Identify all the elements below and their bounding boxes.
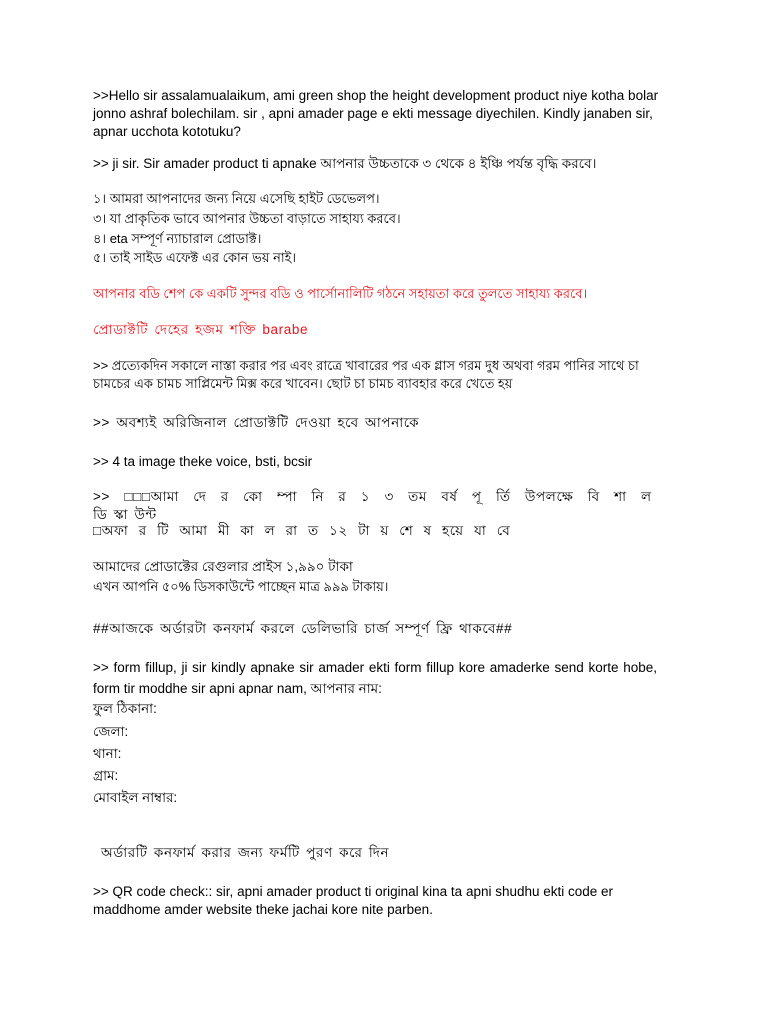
list-item: ৫। তাই সাইড এফেক্ট এর কোন ভয় নাই। (93, 250, 297, 265)
confirm-instruction: অর্ডারটি কনফার্ম করার জন্য ফর্মটি পুরণ করে দিন (101, 845, 390, 860)
form-field-label: জেলা: (93, 724, 129, 739)
reply-paragraph: >> ji sir. Sir amader product ti apnake আপনার উচ্চতাকে ৩ থেকে ৪ ইঞ্চি পর্যন্ত বৃদ্ধি করবে। (93, 156, 597, 171)
form-paragraph: >> form fillup, ji sir kindly apnake sir amader ekti form fillup kore amaderke send korte hobe, form tir moddhe sir apni apnar nam, আপনার নাম: (93, 660, 657, 696)
form-field-label: থানা: (93, 746, 122, 761)
form-field-label: গ্রাম: (93, 768, 119, 783)
list-item: ৩। যা প্রাকৃতিক ভাবে আপনার উচ্চতা বাড়াতে সাহায্য করবে। (93, 211, 401, 226)
qr-paragraph: >> QR code check:: sir, apni amader product ti original kina ta apni shudhu ekti code er maddhome amder website theke jachai kore nite parben. (93, 884, 614, 917)
form-field-label: মোবাইল নাম্বার: (93, 790, 178, 805)
highlight-text: প্রোডাক্টটি দেহের হজম শক্তি barabe (93, 322, 309, 337)
form-field-label: ফুল ঠিকানা: (93, 701, 157, 716)
list-item: ১। আমরা আপনাদের জন্য নিয়ে এসেছি হাইট ডেভেলপ। (93, 191, 380, 206)
discount-line: >> □□□আমা দে র কো ম্পা নি র ১ ৩ তম বর্ষ পূ র্তি উপলক্ষে বি শা ল (93, 489, 652, 504)
discount-line: □অফা র টি আমা মী কা ল রা ত ১২ টা য় শে ষ হয়ে যা বে (93, 523, 511, 538)
delivery-offer-text: ##আজকে অর্ডারটা কনফার্ম করলে ডেলিভারি চার্জ সম্পূর্ণ ফ্রি থাকবে## (93, 621, 513, 636)
discount-price-text: এখন আপনি ৫০% ডিসকাউন্টে পাচ্ছেন মাত্র ৯৯৯ টাকায়। (93, 579, 389, 594)
usage-paragraph: >> প্রত্যেকদিন সকালে নাস্তা করার পর এবং রাত্রে খাবারের পর এক গ্লাস গরম দুধ অথবা গরম পানির সাথে চা চামচের এক চামচ সাপ্লিমেন্ট মিক্স করে খাবেন। ছোট চা চামচ ব্যাবহার করে খেতে হয় (93, 358, 639, 391)
original-product-text: >> অবশ্যই অরিজিনাল প্রোডাক্টটি দেওয়া হবে আপনাকে (93, 415, 420, 430)
discount-line: ডি স্কা উন্ট (93, 507, 157, 522)
image-note-text: >> 4 ta image theke voice, bsti, bcsir (93, 454, 313, 469)
highlight-text: আপনার বডি শেপ কে একটি সুন্দর বডি ও পার্সোনালিটি গঠনে সহায়তা করে তুলতে সাহায্য করবে। (93, 286, 588, 301)
list-item: ৪। eta সম্পূর্ণ ন্যাচারাল প্রোডাক্ট। (93, 231, 262, 246)
intro-paragraph: >>Hello sir assalamualaikum, ami green shop the height development product niye kotha bolar jonno ashraf bolechilam. sir , apni amader page e ekti message diyechilen. Kindly janaben sir, apnar ucchota kototuku? (93, 88, 659, 139)
regular-price-text: আমাদের প্রোডাক্টের রেগুলার প্রাইস ১,৯৯০ টাকা (93, 559, 353, 574)
